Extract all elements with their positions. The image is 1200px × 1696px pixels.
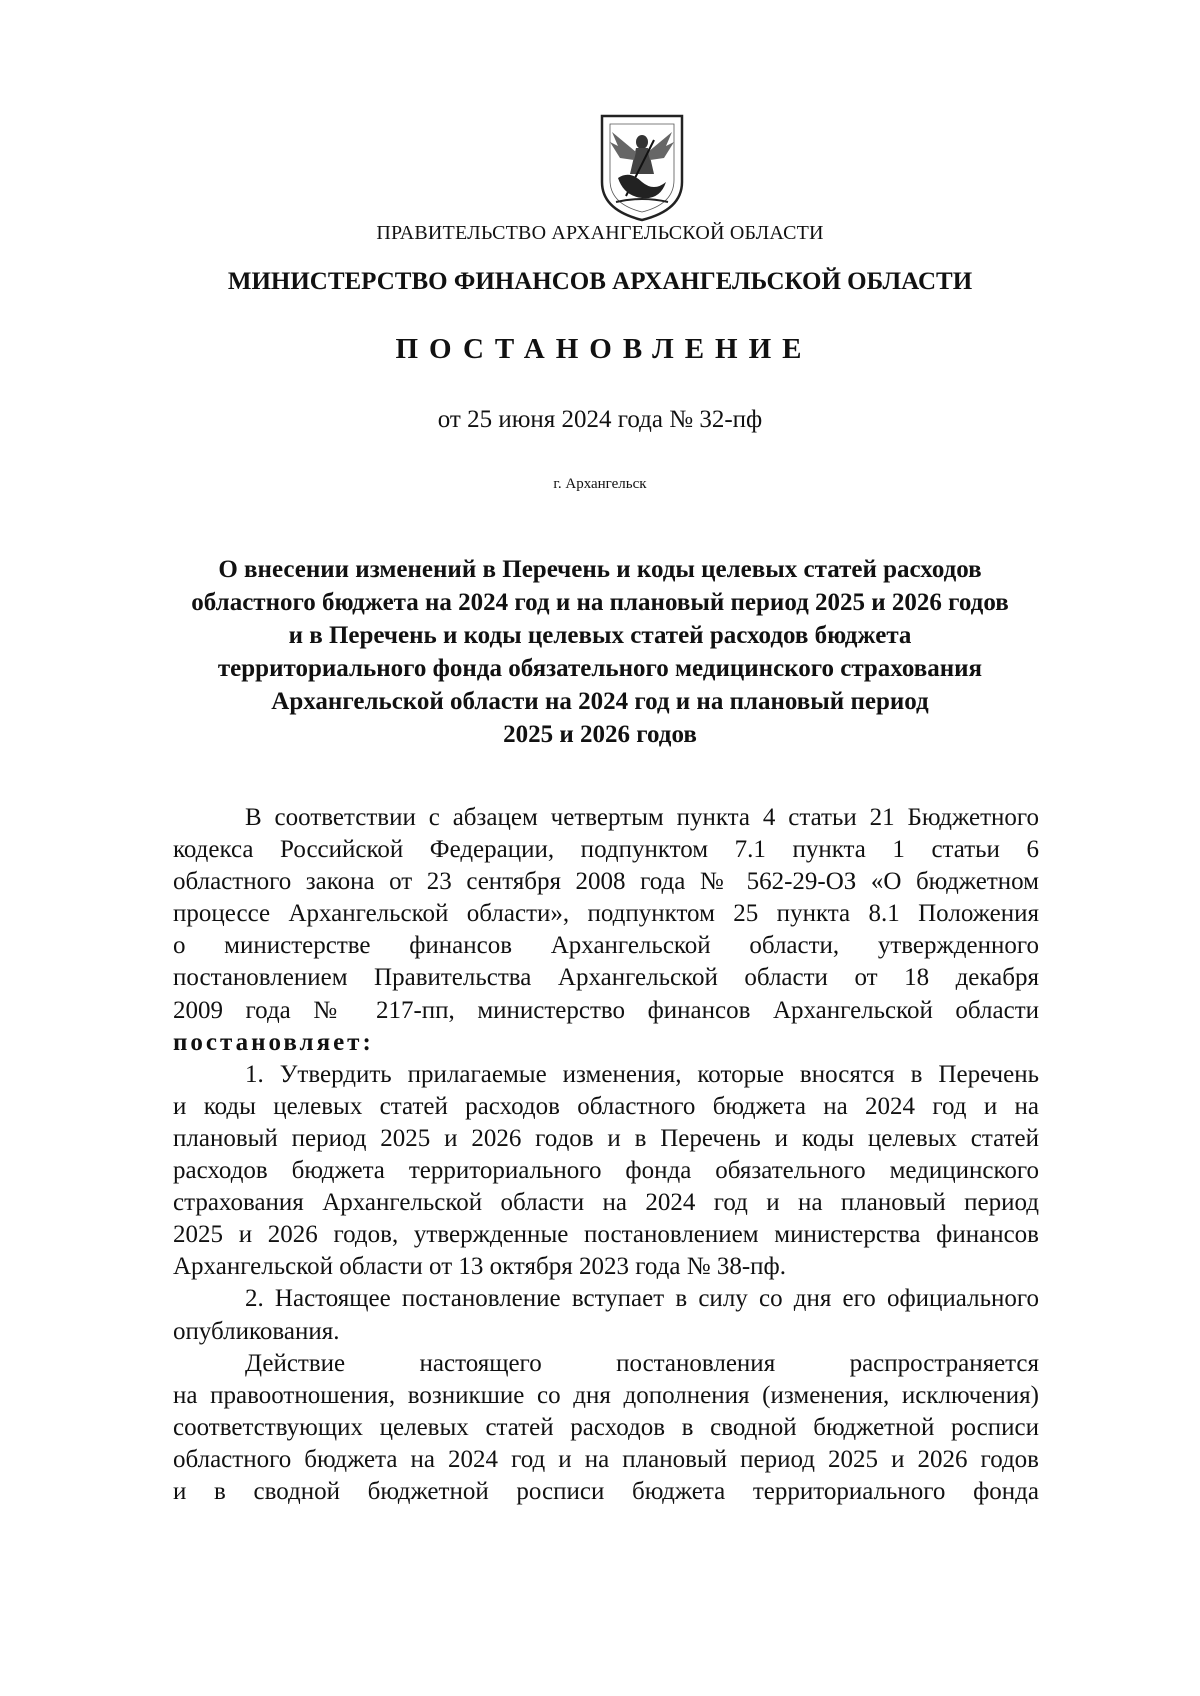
body-line: опубликования.	[173, 1317, 340, 1345]
body-line: плановый период 2025 и 2026 годов и в Перечень и коды целевых статей	[173, 1124, 1039, 1152]
body-line: В соответствии с абзацем четвертым пункта 4 статьи 21 Бюджетного	[245, 804, 1039, 831]
document-title	[150, 553, 1050, 751]
body-line: Архангельской области от 13 октября 2023 года № 38-пф.	[173, 1253, 786, 1281]
body-line: расходов бюджета территориального фонда обязательного медицинского	[173, 1157, 1039, 1185]
body-line: и в сводной бюджетной росписи бюджета территориального фонда	[173, 1477, 1039, 1505]
body-line: 2009 года № 217-пп, министерство финансов Архангельской области	[173, 996, 1039, 1024]
ministry-name: МИНИСТЕРСТВО ФИНАНСОВ АРХАНГЕЛЬСКОЙ ОБЛАСТИ	[227, 268, 973, 295]
document-body	[173, 802, 1039, 1508]
resolves-keyword: постановляет:	[173, 1028, 374, 1056]
document-type: ПОСТАНОВЛЕНИЕ	[395, 333, 813, 365]
body-line: страхования Архангельской области на 2024 год и на плановый период	[173, 1189, 1039, 1217]
body-line: кодекса Российской Федерации, подпунктом 7.1 пункта 1 статьи 6	[173, 836, 1039, 864]
coat-of-arms-icon	[596, 112, 688, 224]
title-line: областного бюджета на 2024 год и на плановый период 2025 и 2026 годов	[191, 589, 1009, 616]
body-line: о министерстве финансов Архангельской области, утвержденного	[173, 932, 1039, 960]
body-line: областного закона от 23 сентября 2008 года № 562-29-ОЗ «О бюджетном	[173, 868, 1039, 896]
body-line: процессе Архангельской области», подпунктом 25 пункта 8.1 Положения	[173, 900, 1039, 928]
body-line: областного бюджета на 2024 год и на плановый период 2025 и 2026 годов	[173, 1445, 1039, 1473]
title-line: 2025 и 2026 годов	[503, 721, 697, 748]
body-line: на правоотношения, возникшие со дня дополнения (изменения, исключения)	[173, 1381, 1039, 1409]
title-line: территориального фонда обязательного медицинского страхования	[217, 655, 983, 682]
body-line: и коды целевых статей расходов областного бюджета на 2024 год и на	[173, 1092, 1039, 1120]
body-line: постановлением Правительства Архангельской области от 18 декабря	[173, 964, 1039, 992]
title-line: О внесении изменений в Перечень и коды целевых статей расходов	[218, 556, 982, 583]
title-line: и в Перечень и коды целевых статей расходов бюджета	[288, 622, 912, 649]
document-date-number: от 25 июня 2024 года № 32-пф	[437, 406, 763, 433]
body-line: Действие настоящего постановления распространяется	[245, 1349, 1039, 1377]
document-city: г. Архангельск	[553, 476, 647, 492]
body-line: 2. Настоящее постановление вступает в силу со дня его официального	[245, 1285, 1039, 1313]
body-line: 2025 и 2026 годов, утвержденные постановлением министерства финансов	[173, 1221, 1039, 1249]
body-line: соответствующих целевых статей расходов в сводной бюджетной росписи	[173, 1413, 1039, 1441]
body-line: 1. Утвердить прилагаемые изменения, которые вносятся в Перечень	[245, 1060, 1039, 1088]
title-line: Архангельской области на 2024 год и на плановый период	[271, 688, 929, 715]
government-name: ПРАВИТЕЛЬСТВО АРХАНГЕЛЬСКОЙ ОБЛАСТИ	[376, 222, 824, 244]
